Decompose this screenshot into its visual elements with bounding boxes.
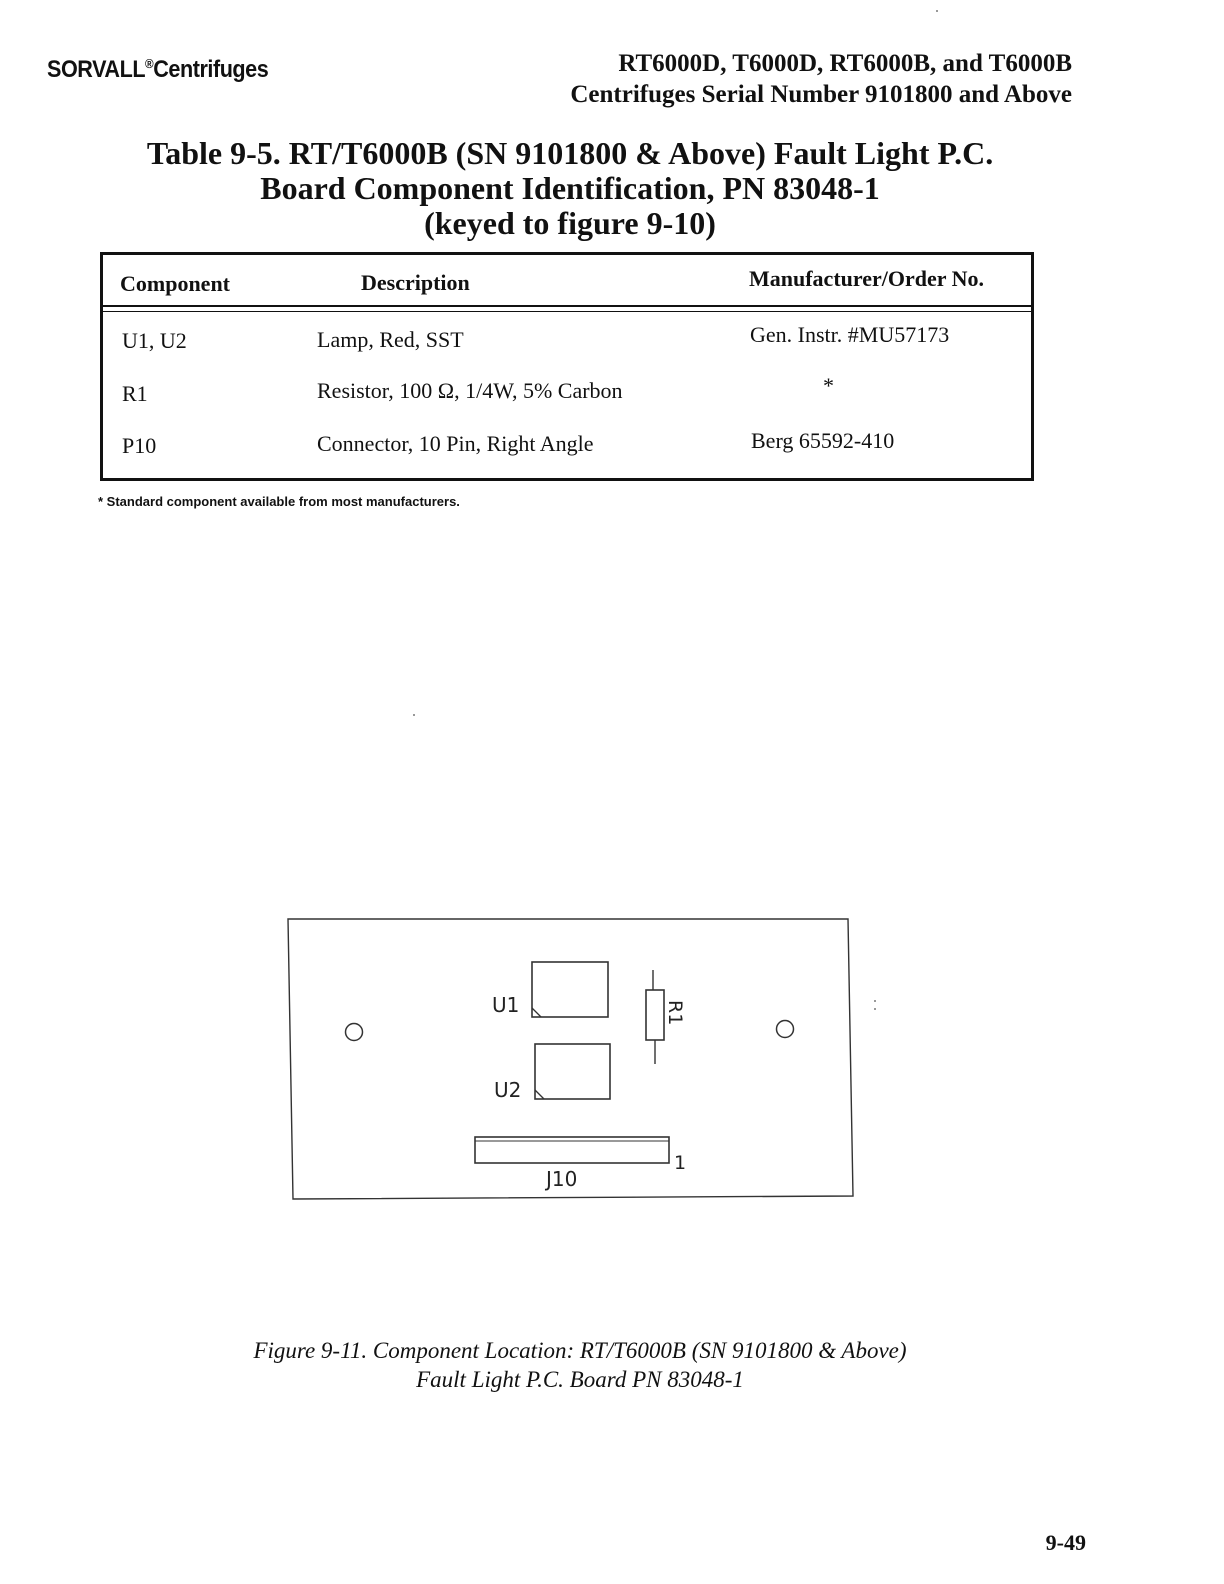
- row1-manufacturer: Gen. Instr. #MU57173: [750, 322, 950, 347]
- table-title: [60, 136, 1080, 241]
- pc-board-diagram: [287, 918, 853, 1200]
- board-outline: [288, 919, 853, 1199]
- brand-suffix: Centrifuges: [153, 56, 269, 83]
- row2-component: R1: [122, 381, 148, 406]
- row2-manufacturer: *: [823, 373, 834, 398]
- u1-footprint: [532, 962, 608, 1017]
- column-header-description: Description: [361, 270, 470, 295]
- r1-label: R1: [664, 1000, 686, 1026]
- figure-caption-line2: Fault Light P.C. Board PN 83048-1: [416, 1367, 744, 1392]
- column-header-component: Component: [120, 271, 231, 296]
- u2-index-mark: [535, 1090, 544, 1099]
- j10-label: J10: [546, 1167, 578, 1191]
- model-header-line1: RT6000D, T6000D, RT6000B, and T6000B: [618, 50, 1072, 77]
- u2-label: U2: [494, 1078, 522, 1102]
- header-rule: [103, 305, 1031, 312]
- table-footnote: * Standard component available from most manufacturers.: [98, 494, 460, 509]
- row1-description: Lamp, Red, SST: [317, 327, 464, 352]
- figure-caption: [150, 1336, 1010, 1394]
- brand-name: SORVALL: [47, 56, 146, 83]
- table-title-line2: Board Component Identification, PN 83048-1: [260, 170, 880, 206]
- table-title-line3: (keyed to figure 9-10): [424, 205, 716, 241]
- u1-label: U1: [492, 993, 520, 1017]
- table-title-line1: Table 9-5. RT/T6000B (SN 9101800 & Above) Fault Light P.C.: [146, 135, 994, 171]
- scan-speck: [874, 1008, 876, 1010]
- row3-description: Connector, 10 Pin, Right Angle: [317, 431, 594, 456]
- row3-component: P10: [122, 433, 157, 458]
- scan-speck: [413, 714, 415, 716]
- model-header-line2: Centrifuges Serial Number 9101800 and Above: [570, 81, 1072, 108]
- row2-description: Resistor, 100 Ω, 1/4W, 5% Carbon: [317, 378, 623, 403]
- component-table: [100, 252, 1034, 481]
- mounting-hole-right: [777, 1021, 794, 1038]
- brand-header: [47, 56, 268, 84]
- scan-speck: [936, 10, 938, 12]
- page-number: 9-49: [1045, 1530, 1086, 1555]
- r1-body: [646, 990, 664, 1040]
- row1-component: U1, U2: [122, 328, 187, 353]
- u1-index-mark: [532, 1008, 541, 1017]
- pc-board-svg: [287, 918, 853, 1200]
- j10-pin1-label: 1: [674, 1152, 687, 1174]
- mounting-hole-left: [346, 1024, 363, 1041]
- registered-mark: ®: [145, 56, 154, 71]
- model-header: [570, 48, 1072, 110]
- row3-manufacturer: Berg 65592-410: [751, 428, 895, 453]
- figure-caption-line1: Figure 9-11. Component Location: RT/T6000B (SN 9101800 & Above): [253, 1338, 907, 1363]
- u2-footprint: [535, 1044, 610, 1099]
- column-header-manufacturer: Manufacturer/Order No.: [749, 266, 985, 291]
- scan-speck: [874, 1000, 876, 1002]
